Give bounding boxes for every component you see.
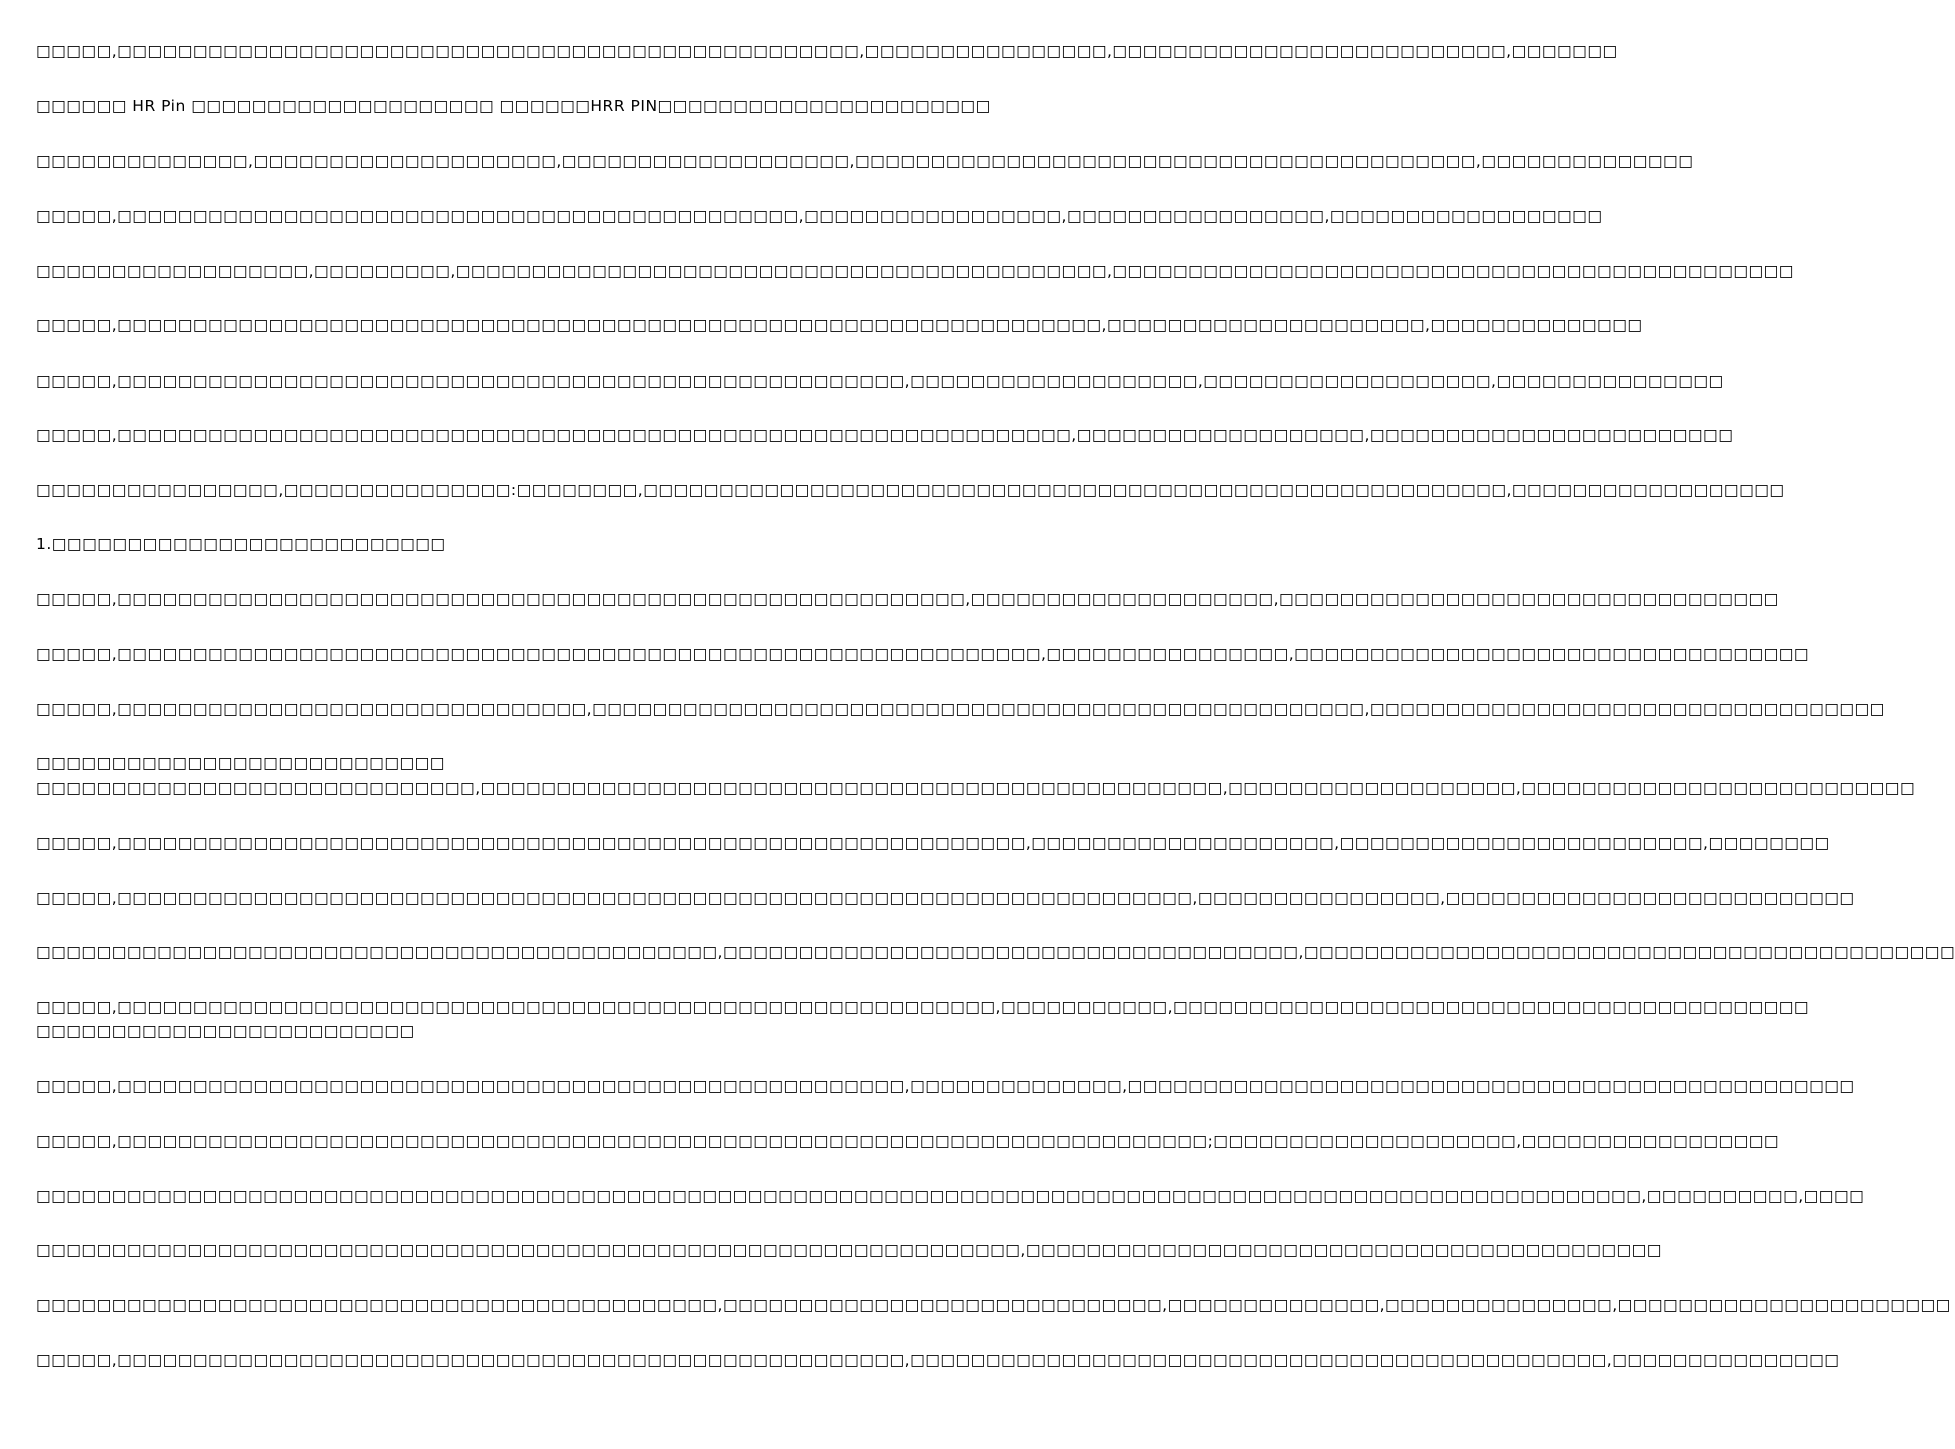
paragraph-line-24: □□□□□□□□□□□□□□□□□□□□□□□□□□□□□□□□□□□□□□□□□□□□□□□□□□□□□□□□□□□□□□□□□,□□□□□□□□□□□□□□□□□□□□□□□□□□□□□□□□□□□□□□□□□□ <box>36 1241 1662 1259</box>
paragraph-line-2: □□□□□□ HR Pin □□□□□□□□□□□□□□□□□□□□ □□□□□□HRR PIN□□□□□□□□□□□□□□□□□□□□□□ <box>36 97 991 115</box>
paragraph-line-19: □□□□□,□□□□□□□□□□□□□□□□□□□□□□□□□□□□□□□□□□□□□□□□□□□□□□□□□□□□□□□□□□,□□□□□□□□□□□,□□□□□□□□□□□□□□□□□□□□□□□□□□□□□□□□□□□□□□□□□□ <box>36 998 1810 1016</box>
section-heading: □□□□□□□□□□□□□□□□□□□□□□□□□□□ <box>36 754 445 772</box>
paragraph-line-1: □□□□□,□□□□□□□□□□□□□□□□□□□□□□□□□□□□□□□□□□□□□□□□□□□□□□□□□,□□□□□□□□□□□□□□□□,□□□□□□□□□□□□□□□□□□□□□□□□□□,□□□□□□□ <box>36 42 1618 60</box>
document-page <box>36 0 1955 1449</box>
paragraph-line-21: □□□□□,□□□□□□□□□□□□□□□□□□□□□□□□□□□□□□□□□□□□□□□□□□□□□□□□□□□□,□□□□□□□□□□□□□□,□□□□□□□□□□□□□□□□□□□□□□□□□□□□□□□□□□□□□□□□□□□□□□□□ <box>36 1077 1855 1095</box>
paragraph-line-4: □□□□□,□□□□□□□□□□□□□□□□□□□□□□□□□□□□□□□□□□□□□□□□□□□□□,□□□□□□□□□□□□□□□□□,□□□□□□□□□□□□□□□□□,□□□□□□□□□□□□□□□□□□ <box>36 207 1603 225</box>
paragraph-line-25: □□□□□□□□□□□□□□□□□□□□□□□□□□□□□□□□□□□□□□□□□□□□□,□□□□□□□□□□□□□□□□□□□□□□□□□□□□□,□□□□□□□□□□□□□□,□□□□□□□□□□□□□□□,□□□□□□□□□□□□□□□□□□□□□□ <box>36 1296 1951 1314</box>
paragraph-line-6: □□□□□,□□□□□□□□□□□□□□□□□□□□□□□□□□□□□□□□□□□□□□□□□□□□□□□□□□□□□□□□□□□□□□□□□,□□□□□□□□□□□□□□□□□□□□□,□□□□□□□□□□□□□□ <box>36 316 1643 334</box>
paragraph-line-23: □□□□□□□□□□□□□□□□□□□□□□□□□□□□□□□□□□□□□□□□□□□□□□□□□□□□□□□□□□□□□□□□□□□□□□□□□□□□□□□□□□□□□□□□□□□□□□□□□□□□□□□□□□,□□□□□□□□□□,□□□□ <box>36 1187 1865 1205</box>
paragraph-line-11: □□□□□,□□□□□□□□□□□□□□□□□□□□□□□□□□□□□□□□□□□□□□□□□□□□□□□□□□□□□□□□,□□□□□□□□□□□□□□□□□□□□,□□□□□□□□□□□□□□□□□□□□□□□□□□□□□□□□□ <box>36 590 1779 608</box>
paragraph-line-17: □□□□□,□□□□□□□□□□□□□□□□□□□□□□□□□□□□□□□□□□□□□□□□□□□□□□□□□□□□□□□□□□□□□□□□□□□□□□□,□□□□□□□□□□□□□□□□,□□□□□□□□□□□□□□□□□□□□□□□□□□□ <box>36 889 1855 907</box>
paragraph-line-16: □□□□□,□□□□□□□□□□□□□□□□□□□□□□□□□□□□□□□□□□□□□□□□□□□□□□□□□□□□□□□□□□□□,□□□□□□□□□□□□□□□□□□□□,□□□□□□□□□□□□□□□□□□□□□□□□,□□□□□□□□ <box>36 834 1830 852</box>
paragraph-line-15: □□□□□□□□□□□□□□□□□□□□□□□□□□□□□,□□□□□□□□□□□□□□□□□□□□□□□□□□□□□□□□□□□□□□□□□□□□□□□□□,□□□□□□□□□□□□□□□□□□□,□□□□□□□□□□□□□□□□□□□□□□□□□□ <box>36 779 1916 797</box>
numbered-heading-1: 1.□□□□□□□□□□□□□□□□□□□□□□□□□□ <box>36 535 446 553</box>
paragraph-line-13: □□□□□,□□□□□□□□□□□□□□□□□□□□□□□□□□□□□□□,□□□□□□□□□□□□□□□□□□□□□□□□□□□□□□□□□□□□□□□□□□□□□□□□□□□,□□□□□□□□□□□□□□□□□□□□□□□□□□□□□□□□□□ <box>36 700 1885 718</box>
paragraph-line-20: □□□□□□□□□□□□□□□□□□□□□□□□□ <box>36 1022 415 1040</box>
paragraph-line-9: □□□□□□□□□□□□□□□□,□□□□□□□□□□□□□□□:□□□□□□□□,□□□□□□□□□□□□□□□□□□□□□□□□□□□□□□□□□□□□□□□□□□□□□□□□□□□□□□□□□,□□□□□□□□□□□□□□□□□□ <box>36 481 1785 499</box>
paragraph-line-22: □□□□□,□□□□□□□□□□□□□□□□□□□□□□□□□□□□□□□□□□□□□□□□□□□□□□□□□□□□□□□□□□□□□□□□□□□□□□□□;□□□□□□□□□□□□□□□□□□□□,□□□□□□□□□□□□□□□□□ <box>36 1132 1780 1150</box>
paragraph-line-12: □□□□□,□□□□□□□□□□□□□□□□□□□□□□□□□□□□□□□□□□□□□□□□□□□□□□□□□□□□□□□□□□□□□,□□□□□□□□□□□□□□□□,□□□□□□□□□□□□□□□□□□□□□□□□□□□□□□□□□□ <box>36 645 1810 663</box>
paragraph-line-18: □□□□□□□□□□□□□□□□□□□□□□□□□□□□□□□□□□□□□□□□□□□□□,□□□□□□□□□□□□□□□□□□□□□□□□□□□□□□□□□□□□□□,□□□□□□□□□□□□□□□□□□□□□□□□□□□□□□□□□□□□□□□□□□□ <box>36 943 1955 961</box>
paragraph-line-26: □□□□□,□□□□□□□□□□□□□□□□□□□□□□□□□□□□□□□□□□□□□□□□□□□□□□□□□□□□,□□□□□□□□□□□□□□□□□□□□□□□□□□□□□□□□□□□□□□□□□□□□□□,□□□□□□□□□□□□□□□ <box>36 1351 1840 1369</box>
paragraph-line-7: □□□□□,□□□□□□□□□□□□□□□□□□□□□□□□□□□□□□□□□□□□□□□□□□□□□□□□□□□□,□□□□□□□□□□□□□□□□□□□,□□□□□□□□□□□□□□□□□□□,□□□□□□□□□□□□□□□ <box>36 372 1724 390</box>
paragraph-line-8: □□□□□,□□□□□□□□□□□□□□□□□□□□□□□□□□□□□□□□□□□□□□□□□□□□□□□□□□□□□□□□□□□□□□□,□□□□□□□□□□□□□□□□□□□,□□□□□□□□□□□□□□□□□□□□□□□□ <box>36 426 1734 444</box>
paragraph-line-5: □□□□□□□□□□□□□□□□□□,□□□□□□□□□,□□□□□□□□□□□□□□□□□□□□□□□□□□□□□□□□□□□□□□□□□□□,□□□□□□□□□□□□□□□□□□□□□□□□□□□□□□□□□□□□□□□□□□□□□ <box>36 262 1794 280</box>
paragraph-line-3: □□□□□□□□□□□□□□,□□□□□□□□□□□□□□□□□□□□,□□□□□□□□□□□□□□□□□□□,□□□□□□□□□□□□□□□□□□□□□□□□□□□□□□□□□□□□□□□□□,□□□□□□□□□□□□□□ <box>36 152 1694 170</box>
